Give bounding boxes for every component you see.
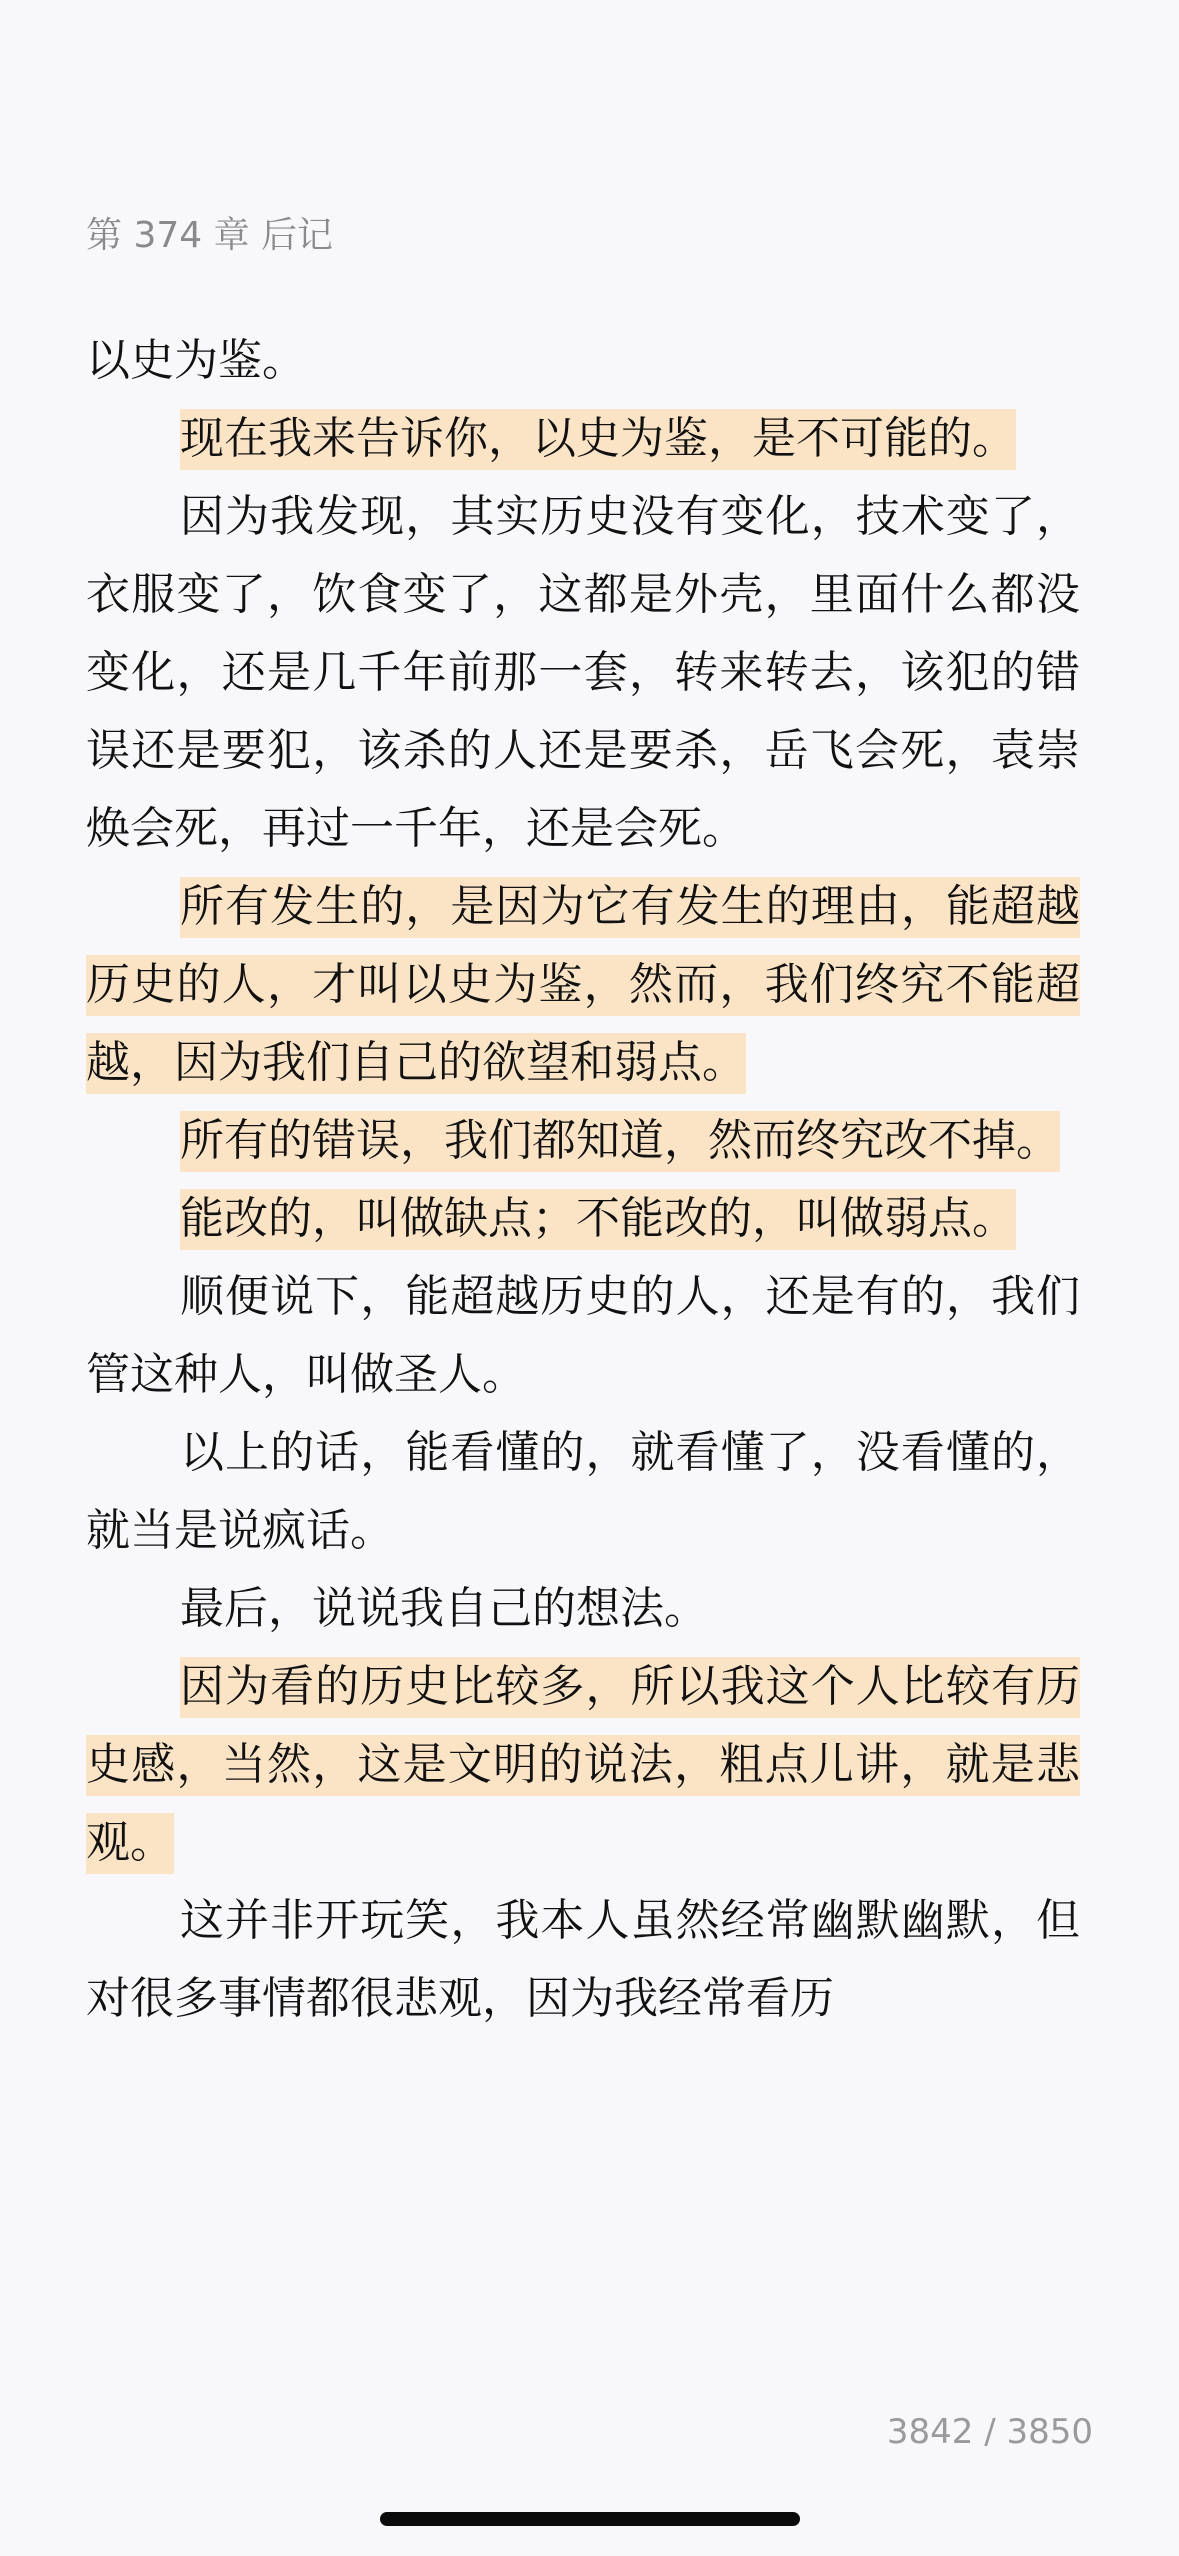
paragraph xyxy=(86,478,1080,868)
paragraph-highlighted[interactable] xyxy=(86,1180,1080,1258)
highlighted-text[interactable]: 因为看的历史比较多，所以我这个人比较有历史感，当然，这是文明的说法，粗点儿讲，就是悲观。 xyxy=(86,1657,1080,1874)
paragraph-highlighted[interactable] xyxy=(86,400,1080,478)
home-indicator[interactable] xyxy=(380,2512,800,2526)
paragraph-highlighted[interactable] xyxy=(86,1648,1080,1882)
paragraph xyxy=(86,1414,1080,1570)
paragraph xyxy=(86,322,1080,400)
page-counter: 3842 / 3850 xyxy=(886,2412,1093,2452)
paragraph-text: 以上的话，能看懂的，就看懂了，没看懂的，就当是说疯话。 xyxy=(86,1427,1080,1556)
paragraph-text: 以史为鉴。 xyxy=(86,335,306,386)
paragraph-text: 最后，说说我自己的想法。 xyxy=(180,1583,708,1634)
highlighted-text[interactable]: 能改的，叫做缺点；不能改的，叫做弱点。 xyxy=(180,1189,1016,1250)
chapter-title: 第 374 章 后记 xyxy=(86,215,334,256)
highlighted-text[interactable]: 现在我来告诉你，以史为鉴，是不可能的。 xyxy=(180,409,1016,470)
paragraph-text: 这并非开玩笑，我本人虽然经常幽默幽默，但对很多事情都很悲观，因为我经常看历 xyxy=(86,1895,1080,2024)
reading-content[interactable] xyxy=(86,322,1080,2342)
paragraph-text: 顺便说下，能超越历史的人，还是有的，我们管这种人，叫做圣人。 xyxy=(86,1271,1080,1400)
paragraph xyxy=(86,1882,1080,2038)
paragraph xyxy=(86,1570,1080,1648)
highlighted-text[interactable]: 所有发生的，是因为它有发生的理由，能超越历史的人，才叫以史为鉴，然而，我们终究不能超越，因为我们自己的欲望和弱点。 xyxy=(86,877,1080,1094)
highlighted-text[interactable]: 所有的错误，我们都知道，然而终究改不掉。 xyxy=(180,1111,1060,1172)
paragraph-highlighted[interactable] xyxy=(86,868,1080,1102)
paragraph xyxy=(86,1258,1080,1414)
paragraph-text: 因为我发现，其实历史没有变化，技术变了，衣服变了，饮食变了，这都是外壳，里面什么都没变化，还是几千年前那一套，转来转去，该犯的错误还是要犯，该杀的人还是要杀，岳飞会死，袁崇焕会死，再过一千年，还是会死。 xyxy=(86,491,1080,854)
paragraph-highlighted[interactable] xyxy=(86,1102,1080,1180)
